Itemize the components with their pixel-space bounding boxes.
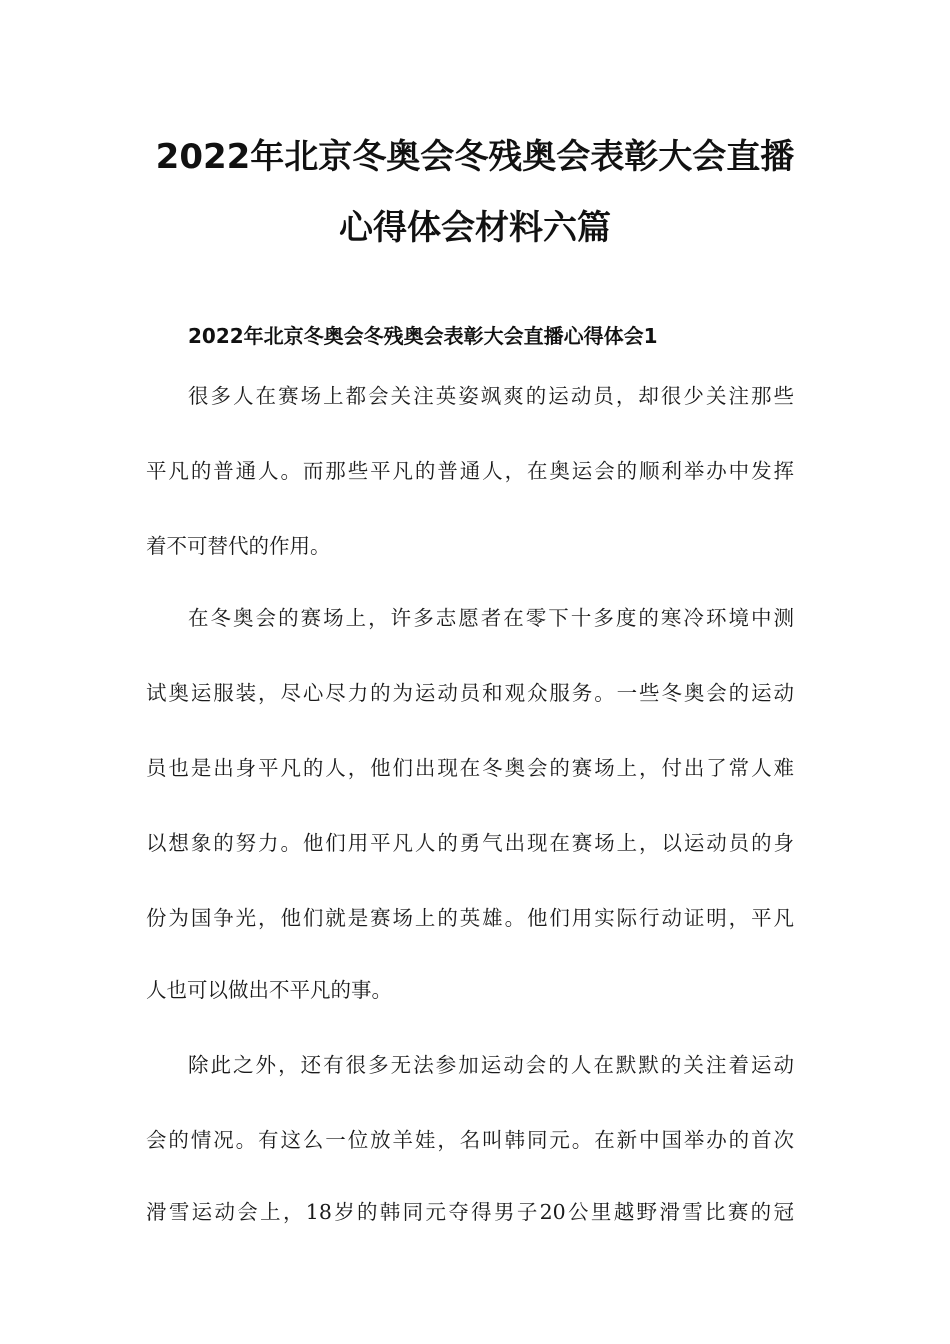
paragraph-line: 除此之外，还有很多无法参加运动会的人在默默的关注着运动 bbox=[188, 1053, 794, 1077]
paragraph-line: 份为国争光，他们就是赛场上的英雄。他们用实际行动证明，平凡 bbox=[146, 906, 794, 930]
paragraph-line: 会的情况。有这么一位放羊娃，名叫韩同元。在新中国举办的首次 bbox=[146, 1128, 794, 1152]
section-heading: 2022年北京冬奥会冬残奥会表彰大会直播心得体会1 bbox=[188, 324, 658, 348]
paragraph-line: 着不可替代的作用。 bbox=[146, 534, 331, 558]
paragraph-line: 以想象的努力。他们用平凡人的勇气出现在赛场上，以运动员的身 bbox=[146, 831, 794, 855]
paragraph-line: 滑雪运动会上，18岁的韩同元夺得男子20公里越野滑雪比赛的冠 bbox=[146, 1200, 794, 1224]
paragraph-line: 在冬奥会的赛场上，许多志愿者在零下十多度的寒冷环境中测 bbox=[188, 606, 794, 630]
paragraph-line: 很多人在赛场上都会关注英姿飒爽的运动员，却很少关注那些 bbox=[188, 384, 794, 408]
paragraph-line: 员也是出身平凡的人，他们出现在冬奥会的赛场上，付出了常人难 bbox=[146, 756, 794, 780]
paragraph-line: 平凡的普通人。而那些平凡的普通人，在奥运会的顺利举办中发挥 bbox=[146, 459, 794, 483]
document-title-line-1: 2022年北京冬奥会冬残奥会表彰大会直播 bbox=[155, 137, 795, 177]
paragraph-line: 人也可以做出不平凡的事。 bbox=[146, 978, 392, 1002]
paragraph-line: 试奥运服装，尽心尽力的为运动员和观众服务。一些冬奥会的运动 bbox=[146, 681, 794, 705]
document-title-line-2: 心得体会材料六篇 bbox=[339, 208, 611, 248]
